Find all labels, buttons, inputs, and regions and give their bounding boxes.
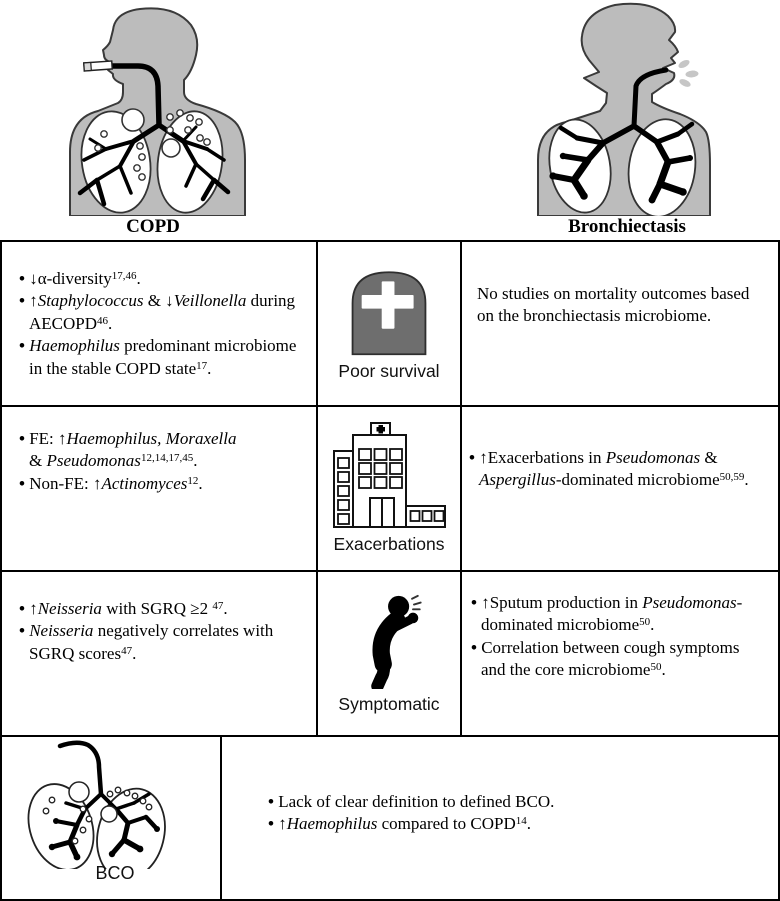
cough-marks [412,595,421,608]
bullet-marker: • [471,637,482,657]
bullet-marker: • [19,599,30,618]
note-item: • ↑Sputum production in Pseudomonas-dominated microbiome$^{50}$. [471,593,743,635]
note-item: • ↓α-diversity$^{17,46}$. [19,269,141,288]
bronchiectasis-coughing-figure [490,0,720,216]
cell-bco-notes [222,737,778,899]
note-item: • ↑Exacerbations in Pseudomonas & Aspergillus-dominated microbiome$^{50,59}$. [469,448,749,490]
note-item: • Neisseria negatively correlates with SGRQ scores$^{47}$. [19,621,274,663]
bronchiectasis-figure-label: Bronchiectasis [568,216,686,237]
bco-lungs-icon [2,737,222,869]
bullet-marker: • [268,791,279,811]
row-bco [2,737,778,899]
cell-copd-symptoms [2,572,318,735]
note-item: • Correlation between cough symptoms and the core microbiome$^{50}$. [471,637,740,680]
cell-bronchiectasis-exacerbations [462,407,778,570]
note-item: • FE: ↑Haemophilus, Moraxella & Pseudomonas$^{12,14,17,45}$. [19,429,237,471]
note-item: • ↑Haemophilus compared to COPD$^{14}$. [268,814,531,833]
cell-copd-survival [2,242,318,405]
cell-bronchiectasis-survival [462,242,778,405]
note-item: No studies on mortality outcomes based on the bronchiectasis microbiome. [477,284,750,326]
bullet-marker: • [471,593,482,612]
note-item: • ↑Staphylococcus & ↓Veillonella during AECOPD$^{46}$. [19,291,296,333]
gravestone-icon [348,265,430,356]
cell-icon-exacerbations [318,407,462,570]
copd-figure-label: COPD [126,216,180,237]
exacerbations-label: Exacerbations [333,534,445,554]
cell-copd-exacerbations [2,407,318,570]
outcome-table [0,240,780,901]
bullet-marker: • [19,621,30,641]
cigarette-icon [84,61,112,71]
cell-bco-figure [2,737,222,899]
bullet-marker: • [469,448,480,467]
copd-smoker-figure [30,0,290,216]
bullet-marker: • [19,429,30,448]
note-item: • Non-FE: ↑Actinomyces$^{12}$. [19,473,203,493]
coughing-person-icon [349,593,429,689]
cell-bronchiectasis-symptoms [462,572,778,735]
poor-survival-label: Poor survival [338,361,440,381]
hospital-icon [333,422,446,529]
bullet-marker: • [268,814,279,833]
cell-icon-symptomatic [318,572,462,735]
bco-label: BCO [95,863,135,883]
bullet-marker: • [19,336,30,356]
symptomatic-label: Symptomatic [338,693,440,714]
note-item: • Lack of clear definition to defined BCO. [268,791,555,811]
bullet-marker: • [19,269,30,288]
hospital-door [370,498,394,527]
bullet-marker: • [19,291,30,311]
cell-icon-survival [318,242,462,405]
note-item: • Haemophilus predominant microbiome in the stable COPD state$^{17}$. [19,336,297,378]
bullet-marker: • [19,473,30,493]
row-poor-survival [2,242,778,407]
row-exacerbations [2,407,778,572]
cough-droplets-icon [677,58,699,88]
note-item: • ↑Neisseria with SGRQ ≥2 $^{47}$. [19,599,228,618]
row-symptomatic [2,572,778,737]
